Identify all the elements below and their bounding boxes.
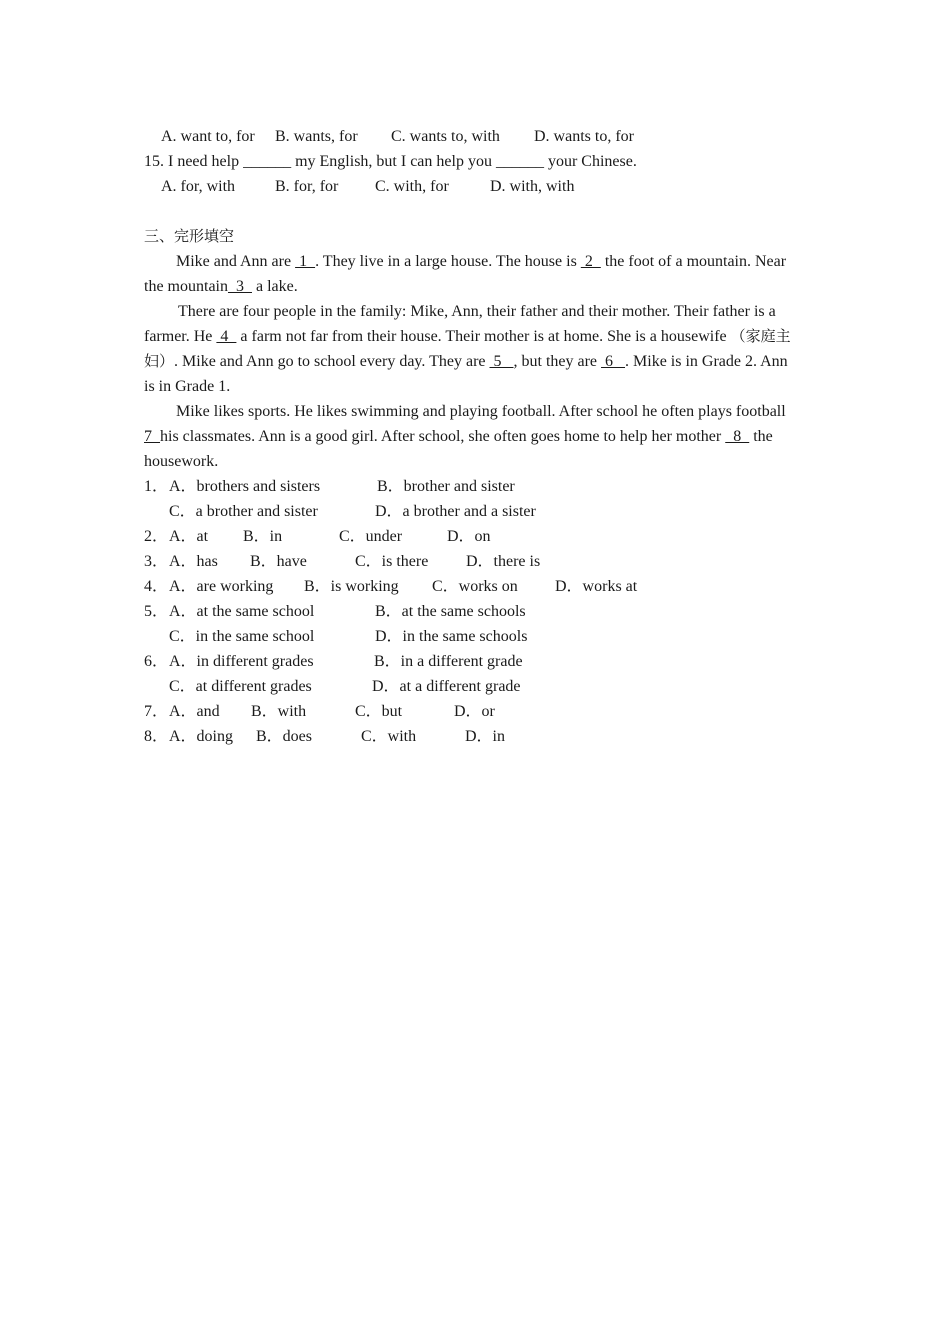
cloze-questions	[144, 474, 808, 749]
question-number: 1．	[144, 478, 169, 495]
option-b: B. for, for	[275, 178, 339, 195]
passage-text: a lake.	[251, 278, 298, 295]
passage-cjk-note: 妇）	[144, 352, 175, 370]
option-a: A．in different grades	[169, 653, 314, 670]
option-d: D．or	[454, 703, 495, 720]
option-b: B．does	[256, 728, 313, 745]
passage-text: farmer. He	[144, 328, 217, 345]
passage-text: housework.	[144, 453, 219, 470]
option-a: A. want to, for	[161, 128, 255, 145]
blank-5: 5	[489, 353, 514, 370]
option-d: D．in	[465, 728, 506, 745]
passage-text: Mike likes sports. He likes swimming and playing football. After school he often plays football	[176, 403, 786, 420]
option-a: A．at the same school	[169, 603, 315, 620]
question-15-options	[144, 174, 808, 199]
question-number: 6．	[144, 653, 169, 670]
option-d: D．works at	[555, 578, 638, 595]
option-b: B．at the same schools	[375, 603, 526, 620]
option-a: A．doing	[169, 728, 234, 745]
option-c: C. with, for	[375, 178, 449, 195]
passage-text: the foot of a mountain. Near	[600, 253, 787, 270]
option-a: A. for, with	[161, 178, 236, 195]
passage-text: his classmates. Ann is a good girl. After school, she often goes home to help her mother	[160, 428, 726, 445]
blank-7: 7	[144, 428, 160, 445]
passage-paragraph-3	[144, 399, 808, 474]
question-3	[144, 549, 808, 574]
question-6	[144, 649, 808, 699]
option-c: C．in the same school	[169, 628, 315, 645]
question-4	[144, 574, 808, 599]
blank-3: 3	[227, 278, 252, 295]
blank-1: 1	[295, 253, 316, 270]
question-7	[144, 699, 808, 724]
blank-4: 4	[216, 328, 237, 345]
option-b: B．is working	[304, 578, 399, 595]
question-5	[144, 599, 808, 649]
option-d: D. with, with	[490, 178, 575, 195]
option-d: D．a brother and a sister	[375, 503, 536, 520]
option-b: B．in	[243, 528, 283, 545]
option-c: C．but	[355, 703, 403, 720]
passage-cjk-note: （家庭主	[730, 327, 791, 345]
passage-text: . They live in a large house. The house is	[315, 253, 581, 270]
passage-text: a farm not far from their house. Their mother is at home. She is a housewife	[236, 328, 731, 345]
option-b: B．in a different grade	[374, 653, 523, 670]
option-d: D．on	[447, 528, 491, 545]
worksheet-page	[144, 124, 808, 749]
passage-text: . Mike is in Grade 2. Ann	[625, 353, 788, 370]
blank-8: 8	[725, 428, 750, 445]
question-1	[144, 474, 808, 524]
option-b: B．brother and sister	[377, 478, 515, 495]
option-d: D. wants to, for	[534, 128, 634, 145]
option-c: C．works on	[432, 578, 518, 595]
option-b: B. wants, for	[275, 128, 358, 145]
option-a: A．at	[169, 528, 209, 545]
option-c: C．with	[361, 728, 417, 745]
option-c: C．at different grades	[169, 678, 312, 695]
option-a: A．are working	[169, 578, 274, 595]
passage-text: is in Grade 1.	[144, 378, 231, 395]
question-14-options	[144, 124, 808, 149]
passage-text: There are four people in the family: Mike, Ann, their father and their mother. Their father is a	[178, 303, 776, 320]
question-number: 4．	[144, 578, 169, 595]
passage-paragraph-2	[144, 299, 808, 399]
blank-6: 6	[601, 353, 626, 370]
passage-text: the	[749, 428, 773, 445]
blank-2: 2	[580, 253, 601, 270]
passage-text: the mountain	[144, 278, 228, 295]
option-a: A．has	[169, 553, 218, 570]
option-b: B．with	[251, 703, 307, 720]
passage-paragraph-1	[144, 249, 808, 299]
passage-text: , but they are	[513, 353, 602, 370]
question-number: 5．	[144, 603, 169, 620]
option-c: C．is there	[355, 553, 429, 570]
option-c: C．a brother and sister	[169, 503, 318, 520]
question-number: 3．	[144, 553, 169, 570]
option-d: D．in the same schools	[375, 628, 528, 645]
option-d: D．at a different grade	[372, 678, 521, 695]
question-number: 7．	[144, 703, 169, 720]
option-d: D．there is	[466, 553, 541, 570]
section-title: 三、完形填空	[144, 227, 235, 245]
question-number: 2．	[144, 528, 169, 545]
question-2	[144, 524, 808, 549]
passage-text: . Mike and Ann go to school every day. They are	[174, 353, 490, 370]
option-c: C. wants to, with	[391, 128, 500, 145]
question-8	[144, 724, 808, 749]
option-c: C．under	[339, 528, 403, 545]
question-15-stem: 15. I need help ______ my English, but I can help you ______ your Chinese.	[144, 153, 637, 170]
option-a: A．and	[169, 703, 220, 720]
passage-text: Mike and Ann are	[176, 253, 296, 270]
option-a: A．brothers and sisters	[169, 478, 321, 495]
option-b: B．have	[250, 553, 307, 570]
question-number: 8．	[144, 728, 169, 745]
